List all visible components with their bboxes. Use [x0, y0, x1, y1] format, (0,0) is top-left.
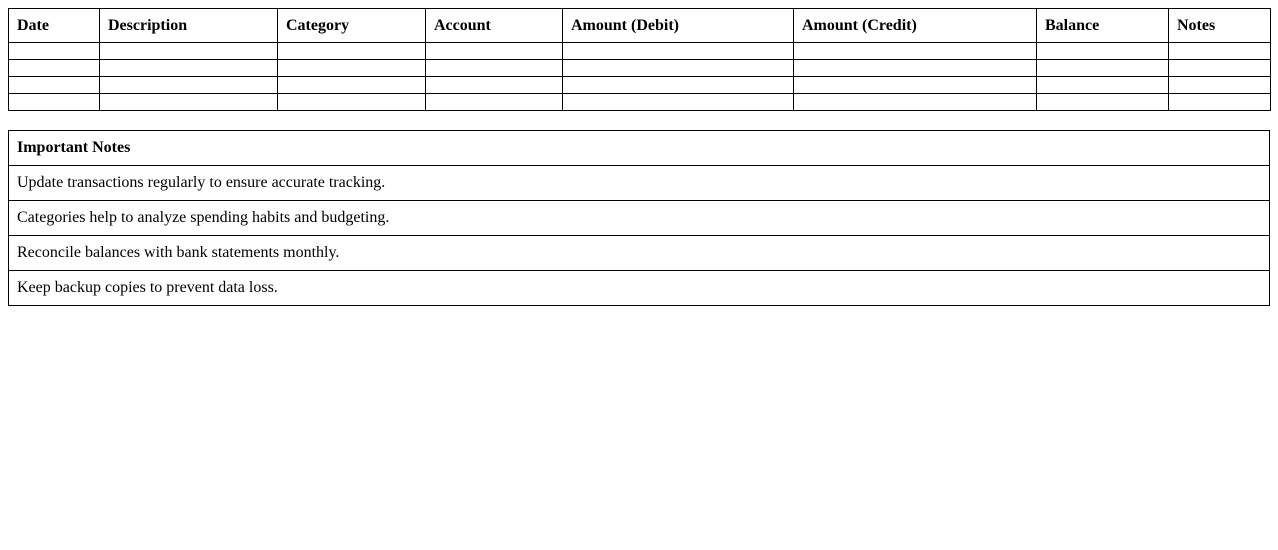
table-cell — [278, 43, 426, 60]
column-header-date: Date — [9, 9, 100, 43]
notes-header-row — [9, 131, 1270, 166]
table-cell — [100, 60, 278, 77]
notes-title: Important Notes — [9, 131, 1270, 166]
column-header-notes: Notes — [1169, 9, 1271, 43]
notes-row — [9, 166, 1270, 201]
table-cell — [1037, 43, 1169, 60]
table-cell — [1037, 77, 1169, 94]
column-header-balance: Balance — [1037, 9, 1169, 43]
table-cell — [1037, 94, 1169, 111]
note-item: Keep backup copies to prevent data loss. — [9, 271, 1270, 306]
table-cell — [1169, 94, 1271, 111]
table-row — [9, 94, 1271, 111]
table-cell — [426, 77, 563, 94]
transactions-table — [8, 8, 1271, 111]
notes-row — [9, 236, 1270, 271]
notes-row — [9, 201, 1270, 236]
table-cell — [9, 94, 100, 111]
table-cell — [794, 77, 1037, 94]
important-notes-table — [8, 130, 1270, 306]
table-cell — [9, 77, 100, 94]
table-cell — [794, 94, 1037, 111]
table-cell — [426, 43, 563, 60]
table-cell — [563, 94, 794, 111]
table-cell — [426, 94, 563, 111]
table-cell — [1037, 60, 1169, 77]
notes-row — [9, 271, 1270, 306]
table-cell — [278, 94, 426, 111]
table-row — [9, 77, 1271, 94]
table-cell — [563, 77, 794, 94]
table-cell — [278, 77, 426, 94]
table-cell — [9, 60, 100, 77]
table-row — [9, 60, 1271, 77]
table-cell — [794, 43, 1037, 60]
column-header-account: Account — [426, 9, 563, 43]
table-cell — [1169, 77, 1271, 94]
table-cell — [563, 43, 794, 60]
table-cell — [794, 60, 1037, 77]
column-header-category: Category — [278, 9, 426, 43]
table-cell — [100, 77, 278, 94]
table-cell — [426, 60, 563, 77]
column-header-amount-debit: Amount (Debit) — [563, 9, 794, 43]
column-header-description: Description — [100, 9, 278, 43]
table-cell — [1169, 60, 1271, 77]
table-row — [9, 43, 1271, 60]
column-header-amount-credit: Amount (Credit) — [794, 9, 1037, 43]
note-item: Update transactions regularly to ensure accurate tracking. — [9, 166, 1270, 201]
note-item: Reconcile balances with bank statements monthly. — [9, 236, 1270, 271]
table-cell — [100, 94, 278, 111]
table-cell — [9, 43, 100, 60]
note-item: Categories help to analyze spending habits and budgeting. — [9, 201, 1270, 236]
table-cell — [563, 60, 794, 77]
table-cell — [1169, 43, 1271, 60]
table-cell — [100, 43, 278, 60]
table-cell — [278, 60, 426, 77]
table-header-row — [9, 9, 1271, 43]
